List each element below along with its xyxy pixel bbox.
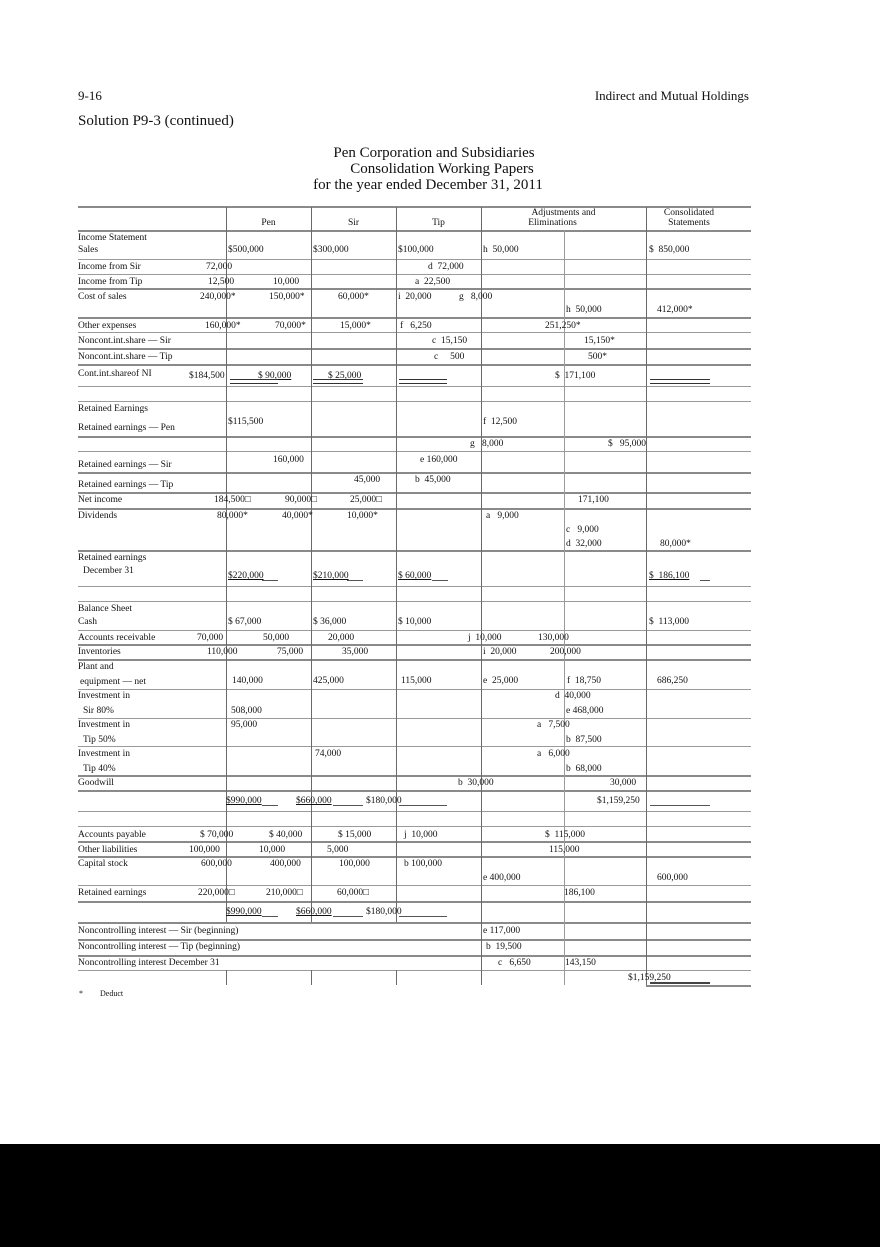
row-label-nci-share-sir: Noncont.int.share — Sir bbox=[78, 336, 171, 346]
row-label-cash: Cash bbox=[78, 617, 97, 627]
cell-consolidated: 143,150 bbox=[565, 958, 596, 968]
row-label-sales: Sales bbox=[78, 245, 99, 255]
cell-consolidated: $ 115,000 bbox=[545, 830, 586, 840]
cell-adj-dr: b 100,000 bbox=[404, 859, 442, 869]
cell-adj-cr: h 50,000 bbox=[566, 305, 602, 315]
period-title: for the year ended December 31, 2011 bbox=[313, 177, 543, 193]
row-label-plant-2: equipment — net bbox=[80, 677, 146, 687]
cell-consolidated: $ 186,100 bbox=[649, 571, 690, 581]
cell-sir: $ 90,000 bbox=[258, 371, 292, 381]
cell-adj-dr: a 22,500 bbox=[415, 277, 451, 287]
total-assets-pen: $990,000 bbox=[226, 796, 262, 806]
total-assets-sir: $660,000 bbox=[296, 796, 332, 806]
row-label-nci-sir-beginning: Noncontrolling interest — Sir (beginning) bbox=[78, 926, 239, 936]
chapter-title: Indirect and Mutual Holdings bbox=[594, 88, 749, 103]
underline bbox=[262, 916, 278, 917]
total-equities-pen: $990,000 bbox=[226, 907, 262, 917]
cell-tip: 100,000 bbox=[339, 859, 370, 869]
cell-pen: 80,000* bbox=[217, 511, 248, 521]
cell-sir: 210,000□ bbox=[266, 888, 303, 898]
cell-adj-cr: b 19,500 bbox=[486, 942, 522, 952]
double-underline bbox=[650, 379, 710, 384]
cell-pen: 184,500□ bbox=[214, 495, 251, 505]
cell-tip: 115,000 bbox=[401, 676, 432, 686]
section-label: Income Statement bbox=[78, 233, 147, 243]
underline bbox=[700, 580, 710, 581]
cell-adj-dr-ref: g bbox=[470, 439, 475, 449]
column-header-tip: Tip bbox=[432, 218, 445, 228]
section-label: Balance Sheet bbox=[78, 604, 133, 614]
cell-pen: 95,000 bbox=[231, 720, 258, 730]
row-label-other-liabilities: Other liabilities bbox=[78, 845, 138, 855]
cell-pen: 160,000* bbox=[205, 321, 241, 331]
underline bbox=[333, 916, 363, 917]
row-label-re-pen: Retained earnings — Pen bbox=[78, 423, 175, 433]
row-label-nci-tip-beginning: Noncontrolling interest — Tip (beginning) bbox=[78, 942, 241, 952]
cell-sir: 40,000* bbox=[282, 511, 313, 521]
cell-tip: 35,000 bbox=[342, 647, 369, 657]
double-underline bbox=[399, 379, 447, 384]
column-header-consolidated-1: Consolidated bbox=[663, 208, 715, 218]
cell-adj-cr: 15,150* bbox=[584, 336, 615, 346]
cell-pen: 220,000□ bbox=[198, 888, 235, 898]
row-label-plant: Plant and bbox=[78, 662, 114, 672]
cell-sir: 425,000 bbox=[313, 676, 344, 686]
cell-adj-cr: 171,100 bbox=[578, 495, 609, 505]
cell-consolidated: 115,000 bbox=[549, 845, 580, 855]
cell-adj-dr: e 400,000 bbox=[483, 873, 521, 883]
cell-adj-cr: d 32,000 bbox=[566, 539, 602, 549]
underline bbox=[262, 805, 278, 806]
cell-pen: $220,000 bbox=[228, 571, 264, 581]
cell-consolidated: 600,000 bbox=[657, 873, 688, 883]
cell-tip: 10,000* bbox=[347, 511, 378, 521]
report-title: Consolidation Working Papers bbox=[350, 161, 534, 177]
row-label-retained-earnings: Retained earnings bbox=[78, 888, 147, 898]
cell-adj-cr: 251,250* bbox=[545, 321, 581, 331]
row-label-inv-tip50-2: Tip 50% bbox=[83, 735, 116, 745]
cell-adj-cr: $ 95,000 bbox=[608, 439, 646, 449]
cell-adj-cr: a 7,500 bbox=[537, 720, 570, 730]
cell-sir: 10,000 bbox=[273, 277, 300, 287]
cell-pen: 72,000 bbox=[206, 262, 233, 272]
total-equities-sir: $660,000 bbox=[296, 907, 332, 917]
row-label-accounts-payable: Accounts payable bbox=[78, 830, 146, 840]
row-label-controlling-share: Cont.int.shareof NI bbox=[78, 369, 152, 379]
row-label-accounts-receivable: Accounts receivable bbox=[78, 633, 156, 643]
cell-tip: 45,000 bbox=[354, 475, 381, 485]
cell-adj-dr: b 45,000 bbox=[415, 475, 451, 485]
cell-consolidated: 186,100 bbox=[564, 888, 595, 898]
row-label-nci-share-tip: Noncont.int.share — Tip bbox=[78, 352, 173, 362]
cell-adj-cr: b 87,500 bbox=[566, 735, 602, 745]
cell-adj-cr: 200,000 bbox=[550, 647, 581, 657]
total-equities-tip: $180,000 bbox=[366, 907, 402, 917]
row-label-re-sir: Retained earnings — Sir bbox=[78, 460, 172, 470]
cell-pen: 240,000* bbox=[200, 292, 236, 302]
row-label-net-income: Net income bbox=[78, 495, 123, 505]
row-label-inv-sir-2: Sir 80% bbox=[83, 706, 114, 716]
total-assets-consolidated: $1,159,250 bbox=[597, 796, 640, 806]
underline bbox=[399, 805, 447, 806]
cell-sir: 70,000* bbox=[275, 321, 306, 331]
cell-tip: $ 15,000 bbox=[338, 830, 372, 840]
solution-title: Solution P9-3 (continued) bbox=[78, 113, 234, 129]
cell-tip: 25,000□ bbox=[350, 495, 382, 505]
cell-sir: 150,000* bbox=[269, 292, 305, 302]
row-label-inv-tip40-2: Tip 40% bbox=[83, 764, 116, 774]
footnote-mark: * bbox=[79, 989, 83, 998]
cell-adj-dr: f 6,250 bbox=[400, 321, 432, 331]
cell-sir: 400,000 bbox=[270, 859, 301, 869]
row-label-goodwill: Goodwill bbox=[78, 778, 114, 788]
underline bbox=[650, 982, 710, 984]
column-header-sir: Sir bbox=[347, 218, 360, 228]
cell-pen: 70,000 bbox=[197, 633, 224, 643]
cell-consolidated: 80,000* bbox=[660, 539, 691, 549]
cell-adj-dr: i 20,000 bbox=[398, 292, 432, 302]
cell-consolidated: $ 113,000 bbox=[649, 617, 690, 627]
cell-tip: 15,000* bbox=[340, 321, 371, 331]
cell-pen: 600,000 bbox=[201, 859, 232, 869]
cell-adj-dr: j 10,000 bbox=[468, 633, 502, 643]
cell-consolidated: $ 850,000 bbox=[649, 245, 690, 255]
double-underline bbox=[230, 379, 278, 384]
company-title: Pen Corporation and Subsidiaries bbox=[333, 145, 535, 161]
cell-sir: 90,000□ bbox=[285, 495, 317, 505]
row-label-inv-tip40: Investment in bbox=[78, 749, 130, 759]
cell-pen: $500,000 bbox=[228, 245, 264, 255]
column-header-adjustments-2: Eliminations bbox=[528, 218, 577, 228]
column-header-adjustments-1: Adjustments and bbox=[531, 208, 596, 218]
cell-pen: $ 67,000 bbox=[228, 617, 262, 627]
cell-adj-dr: b 30,000 bbox=[458, 778, 494, 788]
cell-tip: 5,000 bbox=[327, 845, 349, 855]
cell-tip: 60,000□ bbox=[337, 888, 369, 898]
row-label-nci-dec31: Noncontrolling interest December 31 bbox=[78, 958, 220, 968]
double-underline bbox=[313, 379, 363, 384]
cell-sir: $ 36,000 bbox=[313, 617, 347, 627]
cell-adj-cr: c 6,650 bbox=[498, 958, 531, 968]
cell-adj-dr: e 25,000 bbox=[483, 676, 519, 686]
page-number: 9-16 bbox=[78, 88, 102, 103]
cell-pen: 110,000 bbox=[207, 647, 238, 657]
cell-adj-cr: 130,000 bbox=[538, 633, 569, 643]
row-label-income-from-tip: Income from Tip bbox=[78, 277, 143, 287]
cell-consolidated: 686,250 bbox=[657, 676, 688, 686]
cell-adj-dr: c 15,150 bbox=[432, 336, 468, 346]
cell-tip: 20,000 bbox=[328, 633, 355, 643]
cell-adj-dr: g 8,000 bbox=[459, 292, 493, 302]
cell-sir: 10,000 bbox=[259, 845, 286, 855]
cell-adj-dr: d 72,000 bbox=[428, 262, 464, 272]
footnote-text: Deduct bbox=[100, 989, 124, 998]
cell-pen: $184,500 bbox=[189, 371, 225, 381]
cell-tip: $100,000 bbox=[398, 245, 434, 255]
cell-adj-cr: e 468,000 bbox=[566, 706, 604, 716]
cell-adj-cr: b 68,000 bbox=[566, 764, 602, 774]
cell-tip: $ 10,000 bbox=[398, 617, 432, 627]
cell-pen: 140,000 bbox=[232, 676, 263, 686]
cell-adj-dr: a 9,000 bbox=[486, 511, 519, 521]
cell-adj-cr: d 40,000 bbox=[555, 691, 591, 701]
total-equity-consolidated: $1,159,250 bbox=[628, 973, 671, 983]
column-header-pen: Pen bbox=[261, 218, 276, 228]
cell-adj-cr: 30,000 bbox=[610, 778, 637, 788]
cell-pen: $115,500 bbox=[228, 417, 264, 427]
cell-adj-cr: f 18,750 bbox=[567, 676, 602, 686]
cell-adj-dr: e 160,000 bbox=[420, 455, 458, 465]
row-label-income-from-sir: Income from Sir bbox=[78, 262, 141, 272]
cell-pen: 100,000 bbox=[189, 845, 220, 855]
cell-sir: 160,000 bbox=[273, 455, 304, 465]
row-label-re-tip: Retained earnings — Tip bbox=[78, 480, 174, 490]
cell-adj-dr: 8,000 bbox=[482, 439, 504, 449]
cell-sir: $300,000 bbox=[313, 245, 349, 255]
column-header-consolidated-2: Statements bbox=[668, 218, 710, 228]
underline bbox=[262, 580, 278, 581]
cell-tip: $ 25,000 bbox=[328, 371, 362, 381]
cell-tip: $ 60,000 bbox=[398, 571, 432, 581]
row-label-re-dec31: Retained earnings bbox=[78, 553, 147, 563]
cell-adj-cr: $ 171,100 bbox=[555, 371, 596, 381]
underline bbox=[347, 580, 363, 581]
row-label-re-dec31-2: December 31 bbox=[83, 566, 134, 576]
row-label-other-expenses: Other expenses bbox=[78, 321, 137, 331]
cell-adj-cr: c 9,000 bbox=[566, 525, 599, 535]
cell-sir: 74,000 bbox=[315, 749, 342, 759]
underline bbox=[399, 916, 447, 917]
cell-tip: 60,000* bbox=[338, 292, 369, 302]
underline bbox=[432, 580, 448, 581]
cell-sir: 75,000 bbox=[277, 647, 304, 657]
cell-adj-dr: i 20,000 bbox=[483, 647, 517, 657]
section-label: Retained Earnings bbox=[78, 404, 148, 414]
cell-adj-cr: 500* bbox=[588, 352, 607, 362]
black-band bbox=[0, 1144, 880, 1247]
row-label-dividends: Dividends bbox=[78, 511, 118, 521]
cell-pen: $ 70,000 bbox=[200, 830, 234, 840]
row-label-inv-tip50: Investment in bbox=[78, 720, 130, 730]
underline bbox=[650, 805, 710, 806]
cell-sir: 50,000 bbox=[263, 633, 290, 643]
row-label-inventories: Inventories bbox=[78, 647, 121, 657]
row-label-inv-sir: Investment in bbox=[78, 691, 130, 701]
row-label-cost-of-sales: Cost of sales bbox=[78, 292, 127, 302]
cell-sir: $ 40,000 bbox=[269, 830, 303, 840]
cell-pen: 508,000 bbox=[231, 706, 262, 716]
underline bbox=[333, 805, 363, 806]
cell-adj-cr: a 6,000 bbox=[537, 749, 570, 759]
total-assets-tip: $180,000 bbox=[366, 796, 402, 806]
cell-adj-dr: h 50,000 bbox=[483, 245, 519, 255]
cell-consolidated: 412,000* bbox=[657, 305, 693, 315]
cell-sir: $210,000 bbox=[313, 571, 349, 581]
row-label-capital-stock: Capital stock bbox=[78, 859, 128, 869]
cell-pen: 12,500 bbox=[208, 277, 235, 287]
cell-adj-dr: f 12,500 bbox=[483, 417, 518, 427]
cell-adj-dr: j 10,000 bbox=[404, 830, 438, 840]
cell-adj-dr: c 500 bbox=[434, 352, 465, 362]
cell-adj-cr: e 117,000 bbox=[483, 926, 521, 936]
